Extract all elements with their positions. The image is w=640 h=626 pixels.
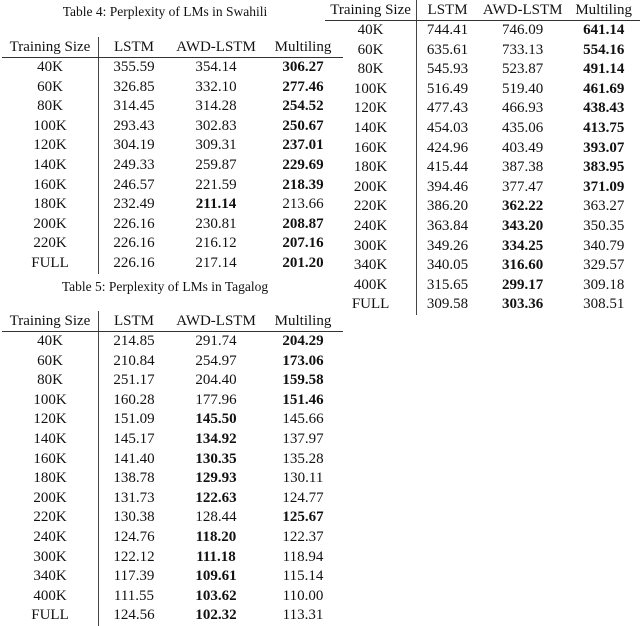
cell-multiling: 118.94 bbox=[282, 548, 324, 565]
header-lstm: LSTM bbox=[99, 37, 170, 58]
cell-training-size: 180K bbox=[325, 158, 417, 178]
cell-lstm: 122.12 bbox=[113, 548, 155, 565]
cell-multiling: 438.43 bbox=[583, 100, 625, 117]
cell-training-size: 200K bbox=[325, 178, 417, 198]
cell-awd-lstm: 332.10 bbox=[195, 78, 237, 95]
cell-multiling: 363.27 bbox=[583, 198, 625, 215]
cell-lstm: 355.59 bbox=[113, 59, 155, 75]
cell-awd-lstm: 362.22 bbox=[502, 198, 544, 215]
table-header-row bbox=[2, 37, 343, 58]
cell-awd-lstm: 259.87 bbox=[195, 156, 237, 173]
cell-lstm: 131.73 bbox=[113, 489, 155, 506]
cell-training-size: FULL bbox=[2, 606, 99, 626]
cell-lstm: 111.55 bbox=[113, 587, 155, 604]
cell-multiling: 115.14 bbox=[282, 568, 324, 585]
table-row bbox=[2, 78, 343, 98]
table-row bbox=[2, 176, 343, 196]
cell-lstm: 394.46 bbox=[426, 178, 469, 195]
cell-multiling: 413.75 bbox=[583, 119, 625, 136]
table-row bbox=[325, 99, 640, 119]
table-row bbox=[2, 58, 343, 78]
cell-awd-lstm: 314.28 bbox=[195, 98, 237, 115]
cell-multiling: 122.37 bbox=[282, 528, 324, 545]
cell-lstm: 349.26 bbox=[426, 237, 469, 254]
table-4-caption: Table 4: Perplexity of LMs in Swahili bbox=[62, 4, 268, 19]
cell-lstm: 249.33 bbox=[113, 156, 155, 173]
cell-multiling: 204.29 bbox=[282, 333, 324, 349]
header-multiling: Multiling bbox=[567, 0, 640, 21]
cell-lstm: 226.16 bbox=[113, 254, 155, 271]
cell-lstm: 151.09 bbox=[113, 411, 155, 428]
cell-lstm: 326.85 bbox=[113, 78, 155, 95]
cell-lstm: 124.76 bbox=[113, 528, 155, 545]
cell-lstm: 424.96 bbox=[426, 139, 469, 156]
swahili-perplexity-table bbox=[2, 37, 343, 274]
cell-multiling: 145.66 bbox=[282, 411, 324, 428]
cell-awd-lstm: 217.14 bbox=[195, 254, 237, 271]
cell-multiling: 124.77 bbox=[282, 489, 324, 506]
cell-awd-lstm: 221.59 bbox=[195, 176, 237, 193]
cell-awd-lstm: 291.74 bbox=[195, 333, 237, 349]
cell-training-size: FULL bbox=[325, 295, 417, 315]
cell-multiling: 218.39 bbox=[282, 176, 324, 193]
cell-lstm: 226.16 bbox=[113, 235, 155, 252]
cell-training-size: 400K bbox=[325, 276, 417, 296]
table-row bbox=[2, 156, 343, 176]
cell-awd-lstm: 343.20 bbox=[502, 217, 544, 234]
table-row bbox=[2, 508, 343, 528]
cell-multiling: 371.09 bbox=[583, 178, 625, 195]
table-row bbox=[2, 548, 343, 568]
cell-multiling: 137.97 bbox=[282, 430, 324, 447]
cell-training-size: 140K bbox=[325, 119, 417, 139]
header-awd-lstm: AWD-LSTM bbox=[169, 311, 263, 332]
cell-lstm: 293.43 bbox=[113, 117, 155, 134]
table-row bbox=[325, 139, 640, 159]
table-row bbox=[2, 352, 343, 372]
cell-training-size: 220K bbox=[325, 197, 417, 217]
cell-awd-lstm: 177.96 bbox=[195, 391, 237, 408]
cell-awd-lstm: 216.12 bbox=[195, 235, 237, 252]
cell-lstm: 516.49 bbox=[426, 80, 469, 97]
cell-multiling: 350.35 bbox=[583, 217, 625, 234]
cell-lstm: 251.17 bbox=[113, 372, 155, 389]
table-row bbox=[2, 606, 343, 626]
cell-multiling: 135.28 bbox=[282, 450, 324, 467]
table-row bbox=[2, 528, 343, 548]
cell-training-size: 340K bbox=[325, 256, 417, 276]
table-row bbox=[325, 217, 640, 237]
cell-awd-lstm: 309.31 bbox=[195, 137, 237, 154]
cell-training-size: 240K bbox=[325, 217, 417, 237]
cell-multiling: 208.87 bbox=[282, 215, 324, 232]
cell-lstm: 117.39 bbox=[113, 568, 155, 585]
cell-training-size: 180K bbox=[2, 195, 99, 215]
cell-lstm: 454.03 bbox=[426, 119, 469, 136]
cell-lstm: 210.84 bbox=[113, 352, 155, 369]
cell-awd-lstm: 746.09 bbox=[502, 22, 544, 38]
cell-awd-lstm: 103.62 bbox=[195, 587, 237, 604]
cell-awd-lstm: 230.81 bbox=[195, 215, 237, 232]
cell-training-size: 60K bbox=[325, 41, 417, 61]
table-row bbox=[325, 119, 640, 139]
cell-training-size: 140K bbox=[2, 156, 99, 176]
cell-multiling: 213.66 bbox=[282, 196, 324, 213]
cell-training-size: 220K bbox=[2, 234, 99, 254]
cell-multiling: 306.27 bbox=[282, 59, 324, 75]
cell-awd-lstm: 733.13 bbox=[502, 41, 544, 58]
right-perplexity-table bbox=[325, 0, 640, 315]
cell-training-size: 40K bbox=[325, 21, 417, 41]
tagalog-perplexity-table bbox=[2, 311, 343, 626]
cell-multiling: 641.14 bbox=[583, 22, 625, 38]
table-row bbox=[2, 391, 343, 411]
table-header-row bbox=[325, 0, 640, 21]
cell-awd-lstm: 334.25 bbox=[502, 237, 544, 254]
cell-lstm: 130.38 bbox=[113, 509, 155, 526]
cell-training-size: 120K bbox=[325, 99, 417, 119]
cell-lstm: 386.20 bbox=[426, 198, 469, 215]
table-row bbox=[325, 41, 640, 61]
cell-awd-lstm: 111.18 bbox=[196, 548, 236, 565]
table-row bbox=[325, 276, 640, 296]
cell-training-size: 200K bbox=[2, 489, 99, 509]
cell-multiling: 329.57 bbox=[583, 257, 625, 274]
cell-training-size: 60K bbox=[2, 78, 99, 98]
cell-multiling: 110.00 bbox=[282, 587, 324, 604]
table-row bbox=[2, 371, 343, 391]
table-row bbox=[2, 136, 343, 156]
cell-multiling: 125.67 bbox=[282, 509, 324, 526]
cell-training-size: 200K bbox=[2, 215, 99, 235]
table-row bbox=[2, 587, 343, 607]
cell-multiling: 207.16 bbox=[282, 235, 324, 252]
cell-lstm: 415.44 bbox=[426, 159, 469, 176]
cell-awd-lstm: 102.32 bbox=[195, 607, 237, 624]
table-row bbox=[2, 567, 343, 587]
cell-lstm: 246.57 bbox=[113, 176, 155, 193]
cell-awd-lstm: 387.38 bbox=[502, 159, 544, 176]
table-row bbox=[325, 237, 640, 257]
cell-training-size: 80K bbox=[2, 371, 99, 391]
cell-training-size: 300K bbox=[325, 237, 417, 257]
header-awd-lstm: AWD-LSTM bbox=[169, 37, 263, 58]
cell-awd-lstm: 134.92 bbox=[195, 430, 237, 447]
cell-multiling: 554.16 bbox=[583, 41, 625, 58]
cell-awd-lstm: 519.40 bbox=[502, 80, 544, 97]
cell-awd-lstm: 377.47 bbox=[502, 178, 544, 195]
cell-awd-lstm: 403.49 bbox=[502, 139, 544, 156]
header-multiling: Multiling bbox=[263, 37, 343, 58]
table-header-row bbox=[2, 311, 343, 332]
cell-multiling: 309.18 bbox=[583, 276, 625, 293]
table-row bbox=[2, 215, 343, 235]
cell-lstm: 314.45 bbox=[113, 98, 155, 115]
cell-multiling: 173.06 bbox=[282, 352, 324, 369]
cell-lstm: 744.41 bbox=[426, 22, 469, 38]
table-5-caption: Table 5: Perplexity of LMs in Tagalog bbox=[61, 279, 269, 294]
table-row bbox=[2, 195, 343, 215]
cell-training-size: 240K bbox=[2, 528, 99, 548]
table-row bbox=[2, 410, 343, 430]
cell-multiling: 201.20 bbox=[282, 254, 324, 271]
cell-lstm: 214.85 bbox=[113, 333, 155, 349]
cell-training-size: 40K bbox=[2, 332, 99, 352]
cell-training-size: 160K bbox=[2, 450, 99, 470]
table-row bbox=[2, 97, 343, 117]
cell-training-size: 120K bbox=[2, 410, 99, 430]
cell-lstm: 309.58 bbox=[426, 296, 469, 313]
table-row bbox=[2, 450, 343, 470]
table-row bbox=[325, 256, 640, 276]
cell-awd-lstm: 435.06 bbox=[502, 119, 544, 136]
table-row bbox=[2, 430, 343, 450]
cell-awd-lstm: 109.61 bbox=[195, 568, 237, 585]
cell-lstm: 315.65 bbox=[426, 276, 469, 293]
cell-multiling: 159.58 bbox=[282, 372, 324, 389]
cell-training-size: 160K bbox=[325, 139, 417, 159]
cell-awd-lstm: 354.14 bbox=[195, 59, 237, 75]
table-row bbox=[325, 80, 640, 100]
cell-lstm: 226.16 bbox=[113, 215, 155, 232]
header-lstm: LSTM bbox=[417, 0, 478, 21]
cell-multiling: 308.51 bbox=[583, 296, 625, 313]
cell-lstm: 477.43 bbox=[426, 100, 469, 117]
cell-awd-lstm: 145.50 bbox=[195, 411, 237, 428]
cell-training-size: 100K bbox=[2, 117, 99, 137]
header-multiling: Multiling bbox=[263, 311, 343, 332]
cell-training-size: 400K bbox=[2, 587, 99, 607]
cell-lstm: 232.49 bbox=[113, 196, 155, 213]
cell-awd-lstm: 211.14 bbox=[195, 196, 237, 213]
cell-awd-lstm: 303.36 bbox=[502, 296, 544, 313]
cell-training-size: 60K bbox=[2, 352, 99, 372]
cell-multiling: 250.67 bbox=[282, 117, 324, 134]
cell-training-size: 80K bbox=[325, 60, 417, 80]
header-awd-lstm: AWD-LSTM bbox=[478, 0, 567, 21]
header-training-size: Training Size bbox=[2, 37, 99, 58]
table-row bbox=[325, 197, 640, 217]
cell-multiling: 491.14 bbox=[583, 61, 625, 78]
cell-awd-lstm: 316.60 bbox=[502, 257, 544, 274]
cell-lstm: 363.84 bbox=[426, 217, 469, 234]
cell-awd-lstm: 128.44 bbox=[195, 509, 237, 526]
cell-awd-lstm: 204.40 bbox=[195, 372, 237, 389]
cell-awd-lstm: 523.87 bbox=[502, 61, 544, 78]
table-row bbox=[325, 60, 640, 80]
cell-multiling: 237.01 bbox=[282, 137, 324, 154]
cell-training-size: 220K bbox=[2, 508, 99, 528]
cell-lstm: 124.56 bbox=[113, 607, 155, 624]
header-training-size: Training Size bbox=[2, 311, 99, 332]
cell-lstm: 141.40 bbox=[113, 450, 155, 467]
cell-multiling: 393.07 bbox=[583, 139, 625, 156]
cell-lstm: 145.17 bbox=[113, 430, 155, 447]
cell-multiling: 229.69 bbox=[282, 156, 324, 173]
table-row bbox=[325, 21, 640, 41]
cell-lstm: 160.28 bbox=[113, 391, 155, 408]
cell-training-size: 180K bbox=[2, 469, 99, 489]
cell-training-size: 340K bbox=[2, 567, 99, 587]
table-row bbox=[325, 158, 640, 178]
cell-lstm: 340.05 bbox=[426, 257, 469, 274]
cell-training-size: 120K bbox=[2, 136, 99, 156]
cell-multiling: 340.79 bbox=[583, 237, 625, 254]
cell-training-size: 100K bbox=[2, 391, 99, 411]
table-row bbox=[2, 469, 343, 489]
cell-training-size: 160K bbox=[2, 176, 99, 196]
cell-multiling: 151.46 bbox=[282, 391, 324, 408]
cell-training-size: 40K bbox=[2, 58, 99, 78]
cell-awd-lstm: 299.17 bbox=[502, 276, 544, 293]
cell-multiling: 383.95 bbox=[583, 159, 625, 176]
cell-lstm: 138.78 bbox=[113, 470, 155, 487]
header-training-size: Training Size bbox=[325, 0, 417, 21]
cell-multiling: 254.52 bbox=[282, 98, 324, 115]
cell-multiling: 130.11 bbox=[282, 470, 324, 487]
cell-awd-lstm: 129.93 bbox=[195, 470, 237, 487]
cell-awd-lstm: 254.97 bbox=[195, 352, 237, 369]
table-row bbox=[2, 254, 343, 274]
table-row bbox=[2, 332, 343, 352]
table-row bbox=[2, 489, 343, 509]
cell-lstm: 635.61 bbox=[426, 41, 469, 58]
table-row bbox=[2, 117, 343, 137]
cell-multiling: 277.46 bbox=[282, 78, 324, 95]
cell-multiling: 461.69 bbox=[583, 80, 625, 97]
header-lstm: LSTM bbox=[99, 311, 170, 332]
cell-lstm: 545.93 bbox=[426, 61, 469, 78]
cell-multiling: 113.31 bbox=[282, 607, 324, 624]
cell-training-size: 140K bbox=[2, 430, 99, 450]
cell-training-size: 300K bbox=[2, 548, 99, 568]
cell-lstm: 304.19 bbox=[113, 137, 155, 154]
cell-awd-lstm: 118.20 bbox=[195, 528, 237, 545]
table-row bbox=[325, 178, 640, 198]
cell-awd-lstm: 130.35 bbox=[195, 450, 237, 467]
table-row bbox=[2, 234, 343, 254]
cell-awd-lstm: 466.93 bbox=[502, 100, 544, 117]
cell-training-size: 80K bbox=[2, 97, 99, 117]
table-row bbox=[325, 295, 640, 315]
cell-training-size: 100K bbox=[325, 80, 417, 100]
cell-training-size: FULL bbox=[2, 254, 99, 274]
cell-awd-lstm: 122.63 bbox=[195, 489, 237, 506]
cell-awd-lstm: 302.83 bbox=[195, 117, 237, 134]
